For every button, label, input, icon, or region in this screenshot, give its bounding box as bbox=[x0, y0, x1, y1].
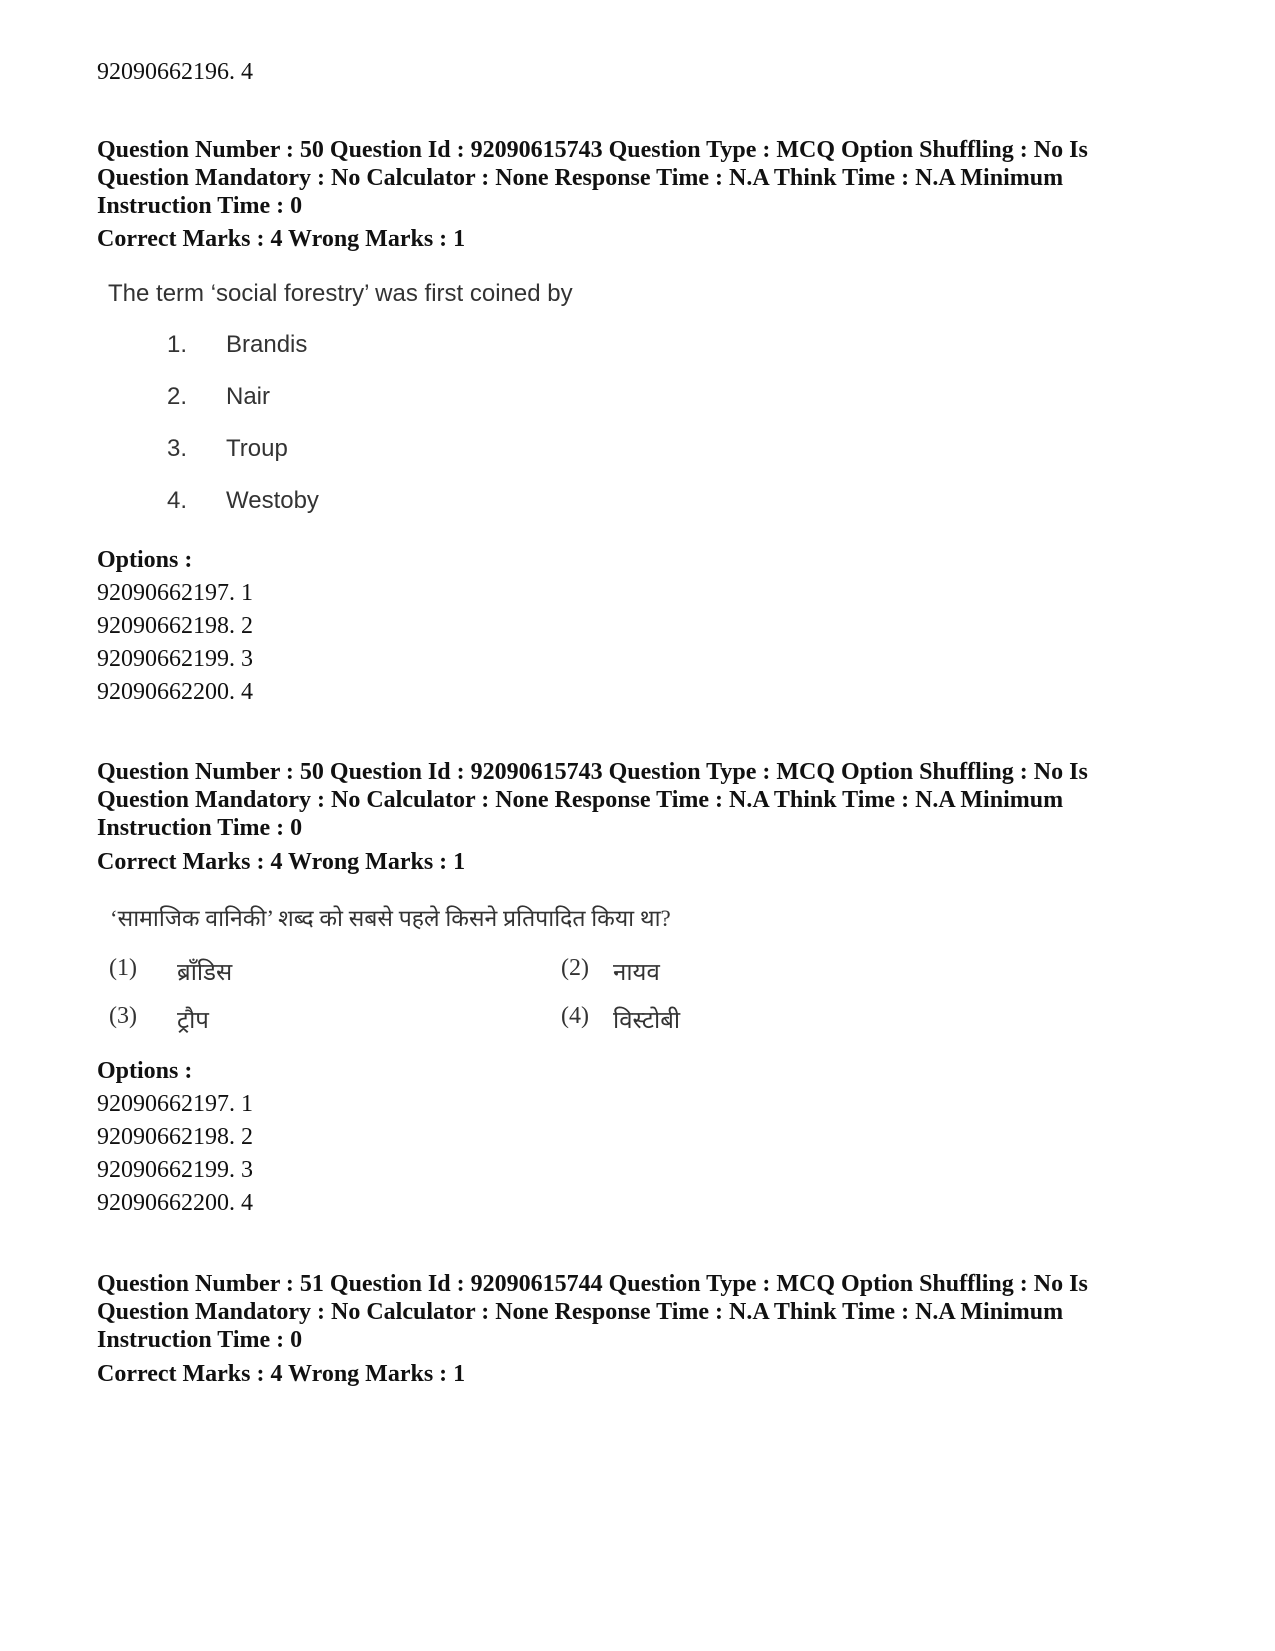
option-id-line: 92090662198. 2 bbox=[97, 1124, 253, 1150]
question-stem: ‘सामाजिक वानिकी’ शब्द को सबसे पहले किसने प्रतिपादित किया था? bbox=[110, 906, 671, 931]
choice-text: ब्राँडिस bbox=[177, 960, 233, 986]
option-id-line: 92090662200. 4 bbox=[97, 679, 253, 705]
options-label: Options : bbox=[97, 1058, 193, 1084]
header-line: Question Mandatory : No Calculator : None Response Time : N.A Think Time : N.A Minimum bbox=[97, 787, 1064, 813]
header-line: Question Mandatory : No Calculator : None Response Time : N.A Think Time : N.A Minimum bbox=[97, 165, 1064, 191]
choice-number: (3) bbox=[109, 1003, 137, 1029]
marks-line: Correct Marks : 4 Wrong Marks : 1 bbox=[97, 849, 466, 875]
header-line: Question Number : 50 Question Id : 92090615743 Question Type : MCQ Option Shuffling : No Is bbox=[97, 759, 1088, 785]
question-header bbox=[97, 136, 1157, 220]
question-header bbox=[97, 758, 1157, 842]
choice-text: Westoby bbox=[226, 487, 319, 514]
previous-option-line: 92090662196. 4 bbox=[97, 59, 253, 85]
marks-line: Correct Marks : 4 Wrong Marks : 1 bbox=[97, 1361, 466, 1387]
choice-text: नायव bbox=[613, 960, 660, 986]
header-line: Question Number : 51 Question Id : 92090615744 Question Type : MCQ Option Shuffling : No Is bbox=[97, 1271, 1088, 1297]
marks-line: Correct Marks : 4 Wrong Marks : 1 bbox=[97, 226, 466, 252]
header-line: Instruction Time : 0 bbox=[97, 193, 303, 219]
choice-text: Nair bbox=[226, 383, 271, 410]
option-id-line: 92090662199. 3 bbox=[97, 1157, 253, 1183]
options-label: Options : bbox=[97, 547, 193, 573]
choice-text: Troup bbox=[226, 435, 288, 462]
option-id-line: 92090662200. 4 bbox=[97, 1190, 253, 1216]
choice-text: Brandis bbox=[226, 331, 308, 358]
choice-number: 2. bbox=[167, 383, 188, 410]
question-stem: The term ‘social forestry’ was first coined by bbox=[108, 280, 573, 307]
choice-number: 4. bbox=[167, 487, 188, 514]
choice-number: 3. bbox=[167, 435, 188, 462]
header-line: Question Number : 50 Question Id : 92090615743 Question Type : MCQ Option Shuffling : No Is bbox=[97, 137, 1088, 163]
option-id-line: 92090662199. 3 bbox=[97, 646, 253, 672]
choice-text: विस्टोबी bbox=[613, 1008, 681, 1034]
option-id-line: 92090662197. 1 bbox=[97, 580, 253, 606]
header-line: Question Mandatory : No Calculator : None Response Time : N.A Think Time : N.A Minimum bbox=[97, 1299, 1064, 1325]
header-line: Instruction Time : 0 bbox=[97, 1327, 303, 1353]
option-id-line: 92090662198. 2 bbox=[97, 613, 253, 639]
choice-number: 1. bbox=[167, 331, 188, 358]
question-header bbox=[97, 1270, 1157, 1354]
choice-text: ट्रौप bbox=[177, 1008, 209, 1034]
option-id-line: 92090662197. 1 bbox=[97, 1091, 253, 1117]
choice-number: (1) bbox=[109, 955, 137, 981]
header-line: Instruction Time : 0 bbox=[97, 815, 303, 841]
choice-number: (2) bbox=[561, 955, 589, 981]
choice-number: (4) bbox=[561, 1003, 589, 1029]
